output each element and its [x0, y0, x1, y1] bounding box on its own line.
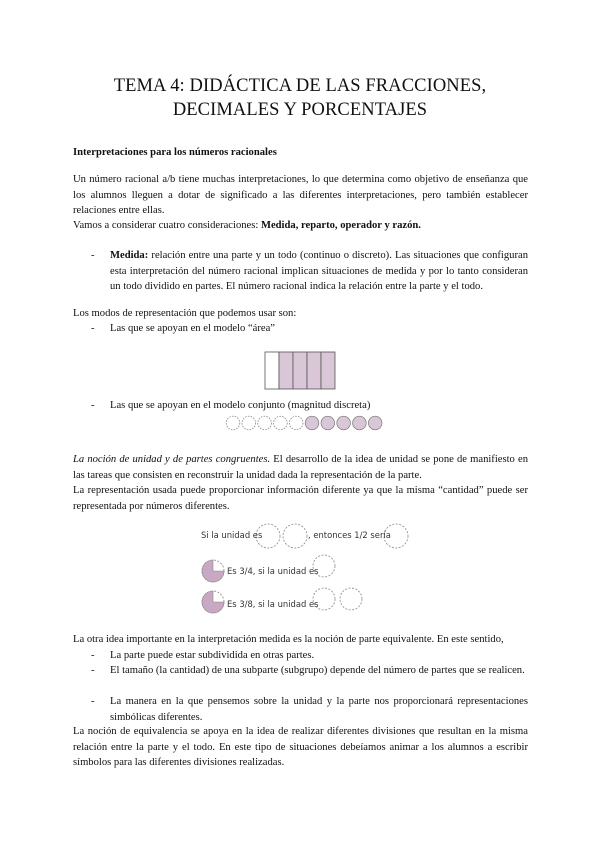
modos-item-area: Las que se apoyan en el modelo “área”: [110, 323, 276, 334]
medida-text: relación entre una parte y un todo (continuo o discreto). Las situaciones que configuran esta interpretación del número racional implican situaciones de medida y por lo tanto consideran un todo dividido en partes. El número racional indica la relación entre la parte y el todo.: [110, 250, 528, 292]
unidad-paragraph: [73, 452, 528, 483]
equivalente-bullet-2: -: [91, 665, 95, 676]
set-circle-shaded: [353, 416, 367, 430]
equivalente-bullet-3: -: [91, 696, 95, 707]
unit-answer-circle-c: [340, 588, 362, 610]
unidad-italic: La noción de unidad y de partes congruentes.: [73, 454, 271, 465]
area-part-shaded: [321, 352, 335, 389]
unidad-text: El desarrollo de la idea de unidad se pone de manifiesto en las tareas que consisten en reconstruir la unidad dada la representación de la parte.: [73, 454, 528, 481]
modos-item-conjunto: Las que se apoyan en el modelo conjunto (magnitud discreta): [110, 400, 371, 411]
title-line-1: TEMA 4: DIDÁCTICA DE LAS FRACCIONES,: [113, 76, 487, 96]
section-heading: Interpretaciones para los números racionales: [73, 147, 277, 158]
modos-bullet-2: -: [91, 400, 95, 411]
unit-circle-2: [283, 524, 307, 548]
set-model-figure: [225, 415, 385, 431]
area-part-shaded: [307, 352, 321, 389]
medida-paragraph: [110, 248, 528, 295]
intro-considerations: [73, 218, 528, 234]
equivalente-intro: La otra idea importante en la interpretación medida es la noción de parte equivalente. En este sentido,: [73, 634, 504, 645]
equivalente-item-3: La manera en la que pensemos sobre la unidad y la parte nos proporcionará representaciones simbólicas diferentes.: [110, 696, 528, 723]
intro-considerations-list: Medida, reparto, operador y razón.: [260, 220, 421, 231]
area-part-shaded: [279, 352, 293, 389]
equivalente-bullet-1: -: [91, 650, 95, 661]
set-circle-empty: [242, 416, 256, 430]
set-circle-shaded: [337, 416, 351, 430]
title-line-2: DECIMALES Y PORCENTAJES: [172, 100, 428, 120]
set-circle-empty: [258, 416, 272, 430]
intro-paragraph: Un número racional a/b tiene muchas interpretaciones, lo que determina como objetivo de enseñanza que los alumnos lleguen a dotar de significado a las diferentes interpretaciones, pero también establecer relaciones entre ellas.: [73, 174, 528, 216]
page-title: [40, 74, 560, 122]
set-circle-empty: [226, 416, 240, 430]
equivalente-item-2: El tamaño (la cantidad) de una subparte (subgrupo) depende del número de partes que se realicen.: [110, 665, 525, 676]
set-circle-empty: [289, 416, 303, 430]
unit-row3-text: Es 3/8, si la unidad es: [227, 599, 319, 609]
unit-row2-text: Es 3/4, si la unidad es: [227, 566, 319, 576]
modos-intro: Los modos de representación que podemos usar son:: [73, 308, 297, 319]
set-circle-shaded: [321, 416, 335, 430]
set-circle-empty: [274, 416, 288, 430]
unit-row1-text-a: Si la unidad es: [201, 530, 263, 540]
area-part-empty: [265, 352, 279, 389]
representacion-paragraph: La representación usada puede proporcionar información diferente ya que la misma “cantidad” puede ser representada por números diferentes.: [73, 485, 528, 512]
medida-term: Medida:: [110, 250, 149, 261]
set-circle-shaded: [305, 416, 319, 430]
equivalente-item-1: La parte puede estar subdividida en otras partes.: [110, 650, 315, 661]
modos-bullet-1: -: [91, 323, 95, 334]
area-model-figure: [264, 351, 336, 390]
medida-bullet: -: [91, 250, 95, 261]
set-circle-shaded: [368, 416, 382, 430]
unit-figure: [196, 515, 416, 615]
intro-considerations-prefix: Vamos a considerar cuatro consideraciones:: [73, 220, 261, 231]
equivalencia-paragraph: La noción de equivalencia se apoya en la idea de realizar diferentes divisiones que resultan en la misma relación entre la parte y el todo. En este tipo de situaciones debeíamos animar a los alumnos a escribir símbolos para las diferentes divisiones realizadas.: [73, 726, 528, 768]
area-part-shaded: [293, 352, 307, 389]
unit-row1-text-b: , entonces 1/2 sería: [308, 530, 391, 540]
